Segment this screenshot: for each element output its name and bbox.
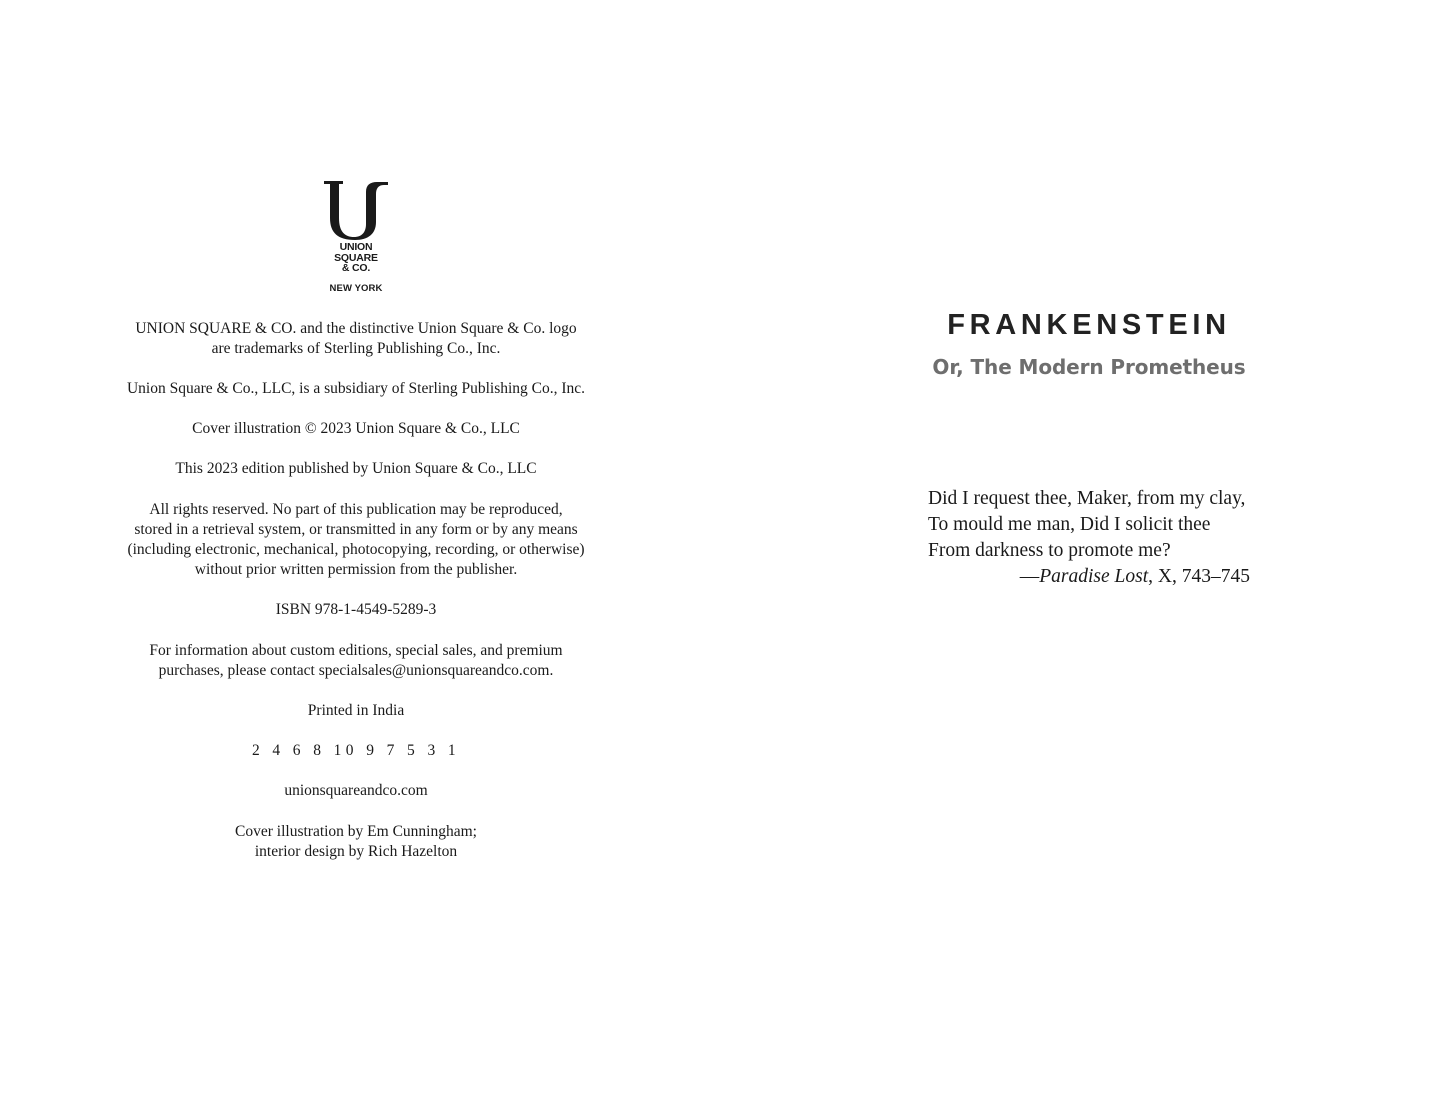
credits-line: interior design by Rich Hazelton — [254, 842, 458, 860]
edition-line: This 2023 edition published by Union Square & Co., LLC — [175, 460, 537, 478]
publisher-logo-name — [334, 242, 378, 274]
cover-copyright-line: Cover illustration © 2023 Union Square & Co., LLC — [192, 420, 520, 438]
logo-name-line: SQUARE — [334, 251, 378, 264]
epigraph-attribution — [928, 564, 1250, 590]
isbn-line: ISBN 978-1-4549-5289-3 — [275, 601, 437, 619]
subsidiary-notice — [100, 379, 612, 399]
union-square-u-logo-icon — [324, 180, 388, 240]
special-sales-notice — [100, 641, 612, 681]
trademark-line: are trademarks of Sterling Publishing Co., Inc. — [211, 339, 501, 357]
copyright-page — [100, 180, 612, 882]
isbn — [100, 600, 612, 620]
publisher-logo-city: NEW YORK — [329, 282, 383, 294]
credits-line: Cover illustration by Em Cunningham; — [235, 822, 477, 840]
title-page — [928, 300, 1250, 590]
rights-line: All rights reserved. No part of this publication may be reproduced, — [149, 500, 563, 518]
rights-line: stored in a retrieval system, or transmitted in any form or by any means — [134, 520, 578, 538]
cover-copyright-notice — [100, 419, 612, 439]
logo-name-line: UNION — [339, 241, 373, 253]
attribution-work: Paradise Lost — [1039, 566, 1149, 587]
rights-notice — [100, 500, 612, 581]
printed-line: Printed in India — [307, 701, 405, 719]
edition-notice — [100, 459, 612, 479]
book-title: FRANKENSTEIN — [947, 309, 1231, 341]
design-credits — [100, 822, 612, 862]
rights-line: without prior written permission from the publisher. — [194, 561, 518, 579]
printing-number-line — [100, 741, 612, 761]
epigraph-line: Did I request thee, Maker, from my clay, — [928, 488, 1246, 509]
trademark-line: UNION SQUARE & CO. and the distinctive Union Square & Co. logo — [135, 319, 577, 337]
subsidiary-line: Union Square & Co., LLC, is a subsidiary of Sterling Publishing Co., Inc. — [126, 379, 586, 397]
printed-in-notice — [100, 701, 612, 721]
website-line: unionsquareandco.com — [284, 782, 428, 800]
sales-line: purchases, please contact specialsales@unionsquareandco.com. — [158, 661, 554, 679]
publisher-logo — [100, 180, 612, 294]
publisher-website — [100, 781, 612, 801]
rights-line: (including electronic, mechanical, photocopying, recording, or otherwise) — [127, 540, 585, 558]
printing-numbers: 2 4 6 8 10 9 7 5 3 1 — [251, 742, 461, 760]
epigraph-line: From darkness to promote me? — [928, 540, 1171, 561]
attribution-dash: — — [1019, 566, 1040, 587]
epigraph-line: To mould me man, Did I solicit thee — [928, 514, 1211, 535]
sales-line: For information about custom editions, special sales, and premium — [149, 641, 563, 659]
book-subtitle: Or, The Modern Prometheus — [932, 355, 1246, 379]
attribution-reference: , X, 743–745 — [1148, 566, 1250, 587]
copyright-notices — [100, 319, 612, 862]
epigraph — [928, 486, 1250, 590]
trademark-notice — [100, 319, 612, 359]
logo-name-line: & CO. — [341, 262, 371, 274]
